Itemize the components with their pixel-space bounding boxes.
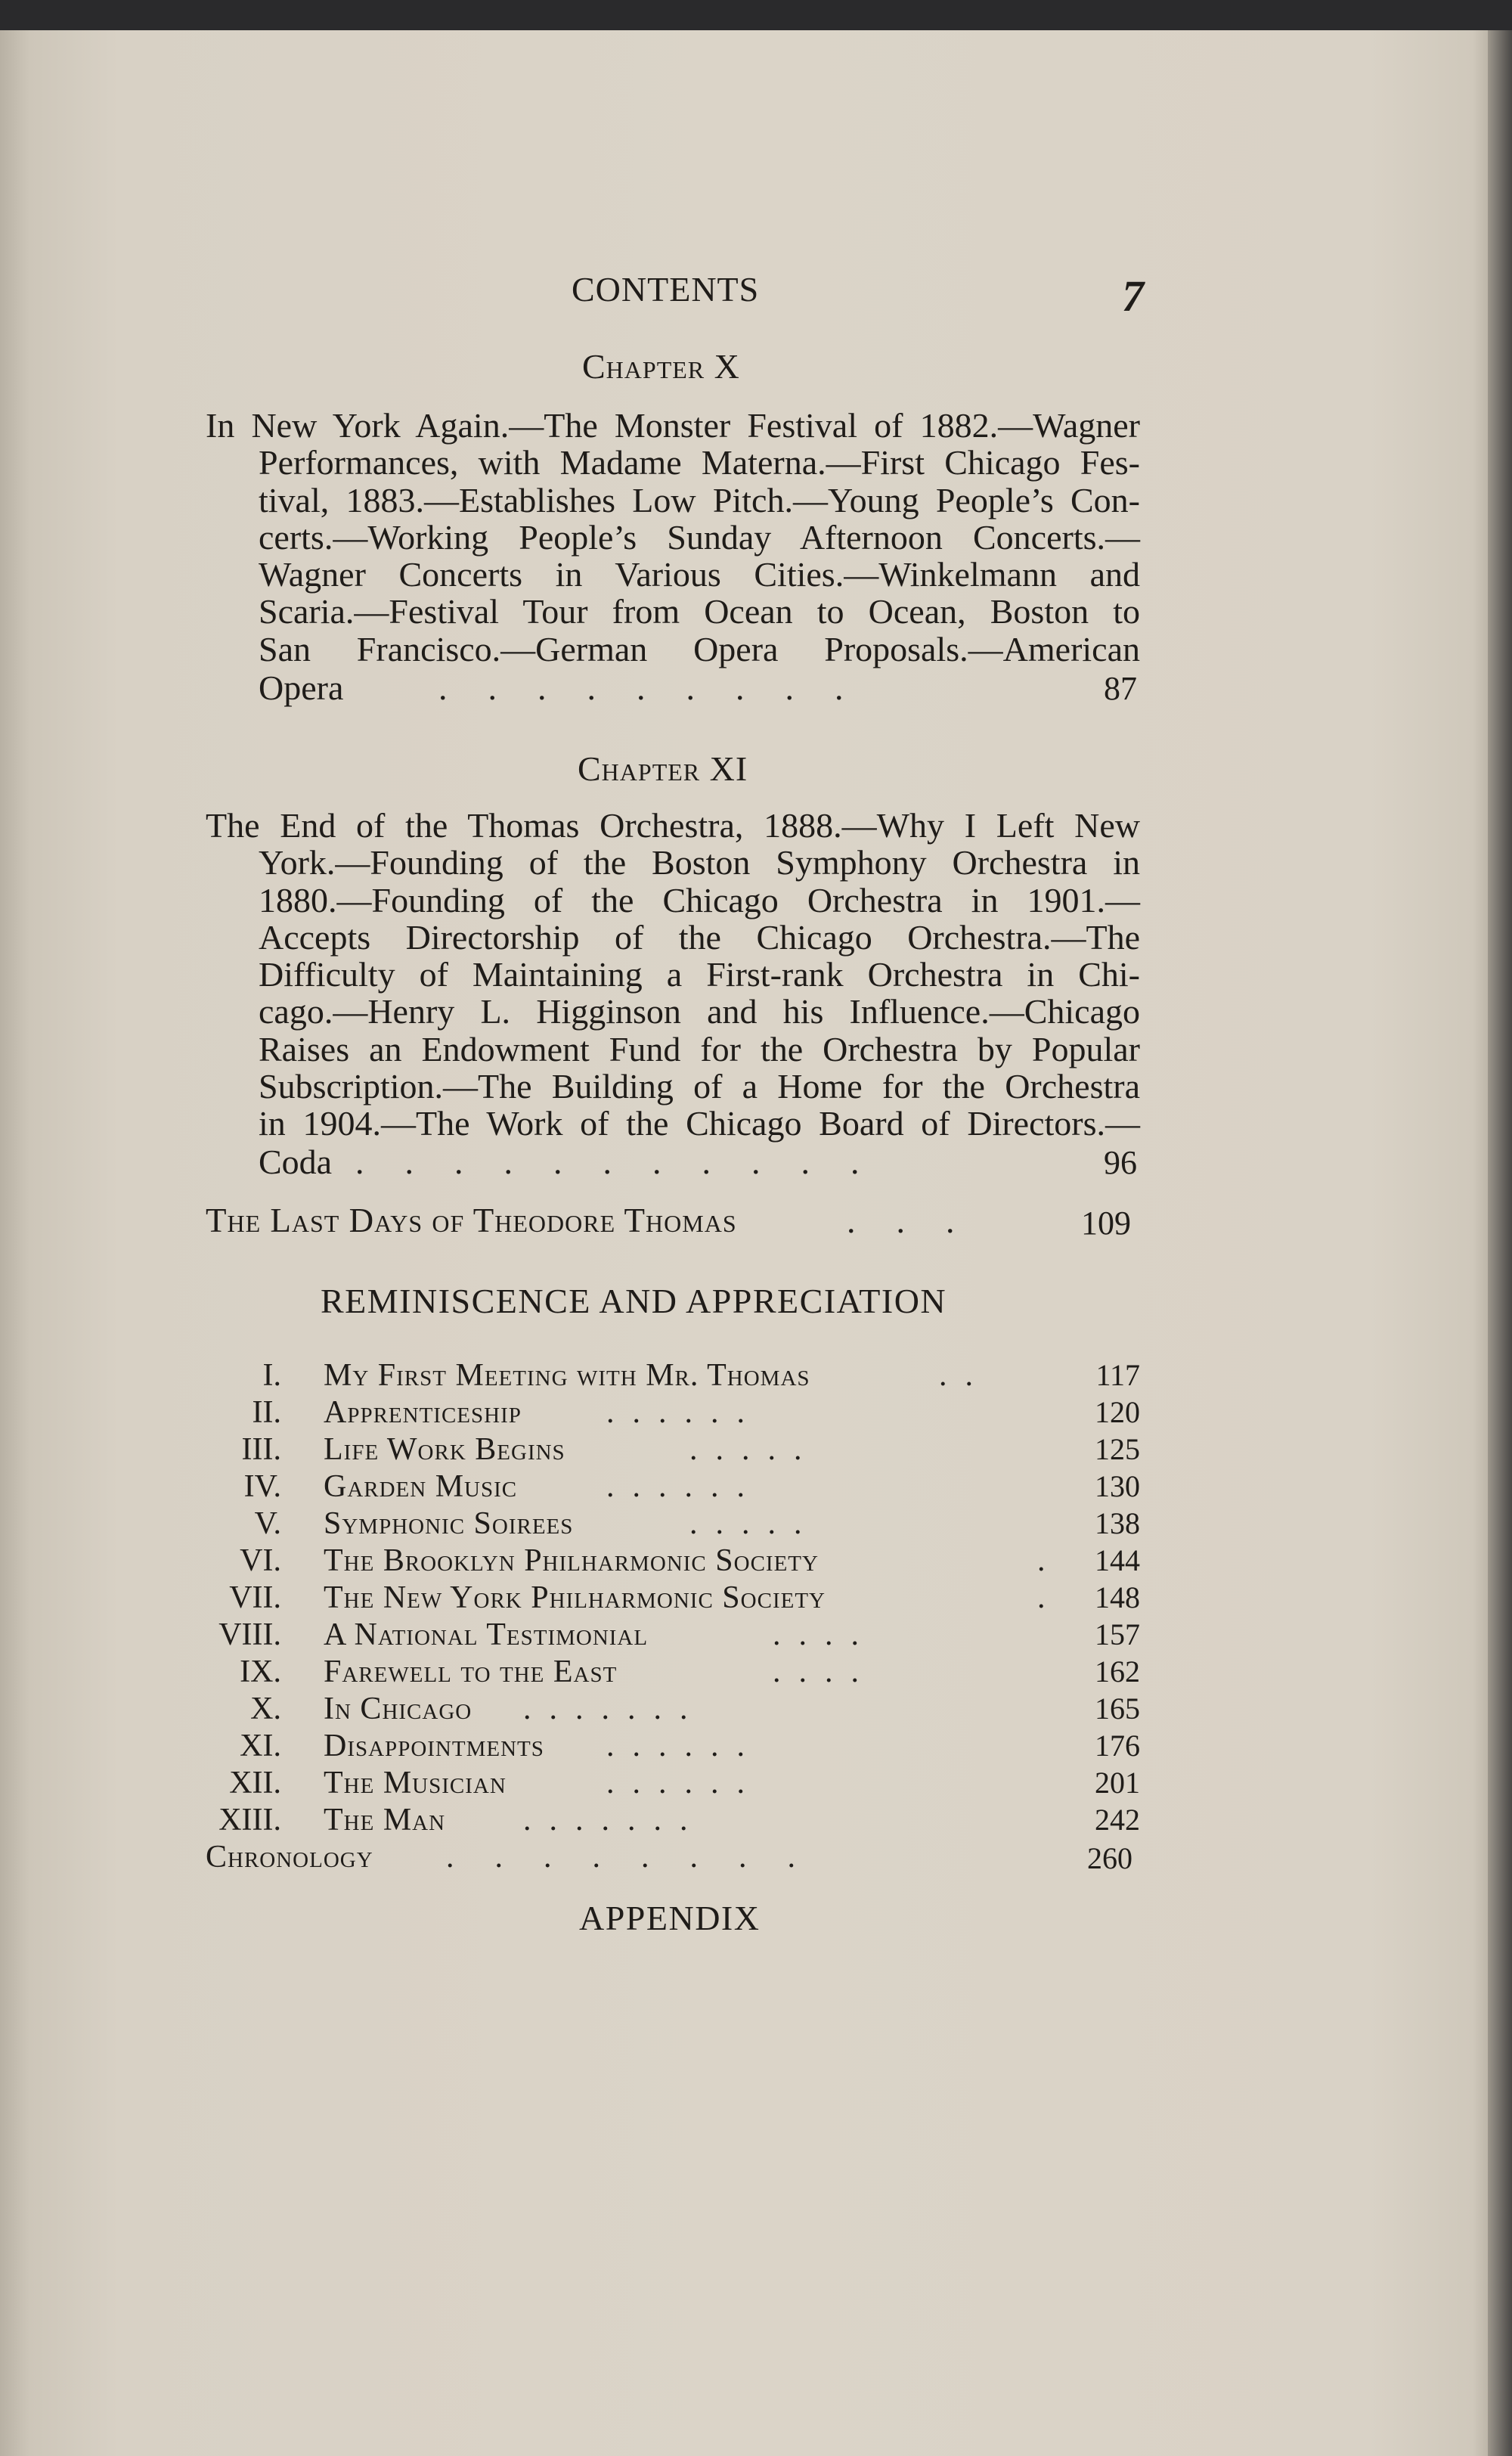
list-item bbox=[206, 1691, 1140, 1729]
list-item bbox=[206, 1468, 1140, 1506]
chapter-number: VIII. bbox=[218, 1617, 281, 1652]
summary-line: Performances, with Madame Materna.—First Chicago Fes- bbox=[259, 443, 1140, 482]
chapter-title: Farewell to the East bbox=[324, 1654, 618, 1689]
chapter-title: A National Testimonial bbox=[324, 1617, 649, 1652]
summary-line: In New York Again.—The Monster Festival of 1882.—Wagner bbox=[206, 406, 1140, 445]
chapter-page: 117 bbox=[1095, 1358, 1140, 1392]
chapter-title: The New York Philharmonic Society bbox=[324, 1580, 826, 1615]
chapter-title: Garden Music bbox=[324, 1469, 518, 1504]
summary-line: Raises an Endowment Fund for the Orchestra by Popular bbox=[259, 1029, 1140, 1068]
chapter-number: IX. bbox=[240, 1654, 281, 1689]
chapter-number: XII. bbox=[229, 1766, 281, 1800]
leader-dots: .... bbox=[773, 1617, 877, 1652]
running-header-title: CONTENTS bbox=[572, 270, 760, 309]
list-item bbox=[206, 1580, 1140, 1617]
chapter-title: The Man bbox=[324, 1803, 446, 1837]
summary-line: certs.—Working People’s Sunday Afternoon Concerts.— bbox=[259, 517, 1140, 557]
chapter-page: 176 bbox=[1095, 1729, 1140, 1763]
chapter-page: 201 bbox=[1095, 1766, 1140, 1800]
list-item bbox=[206, 1431, 1140, 1469]
leader-dots: ...... bbox=[606, 1469, 763, 1504]
summary-line: San Francisco.—German Opera Proposals.—American bbox=[259, 629, 1140, 668]
summary-line: Wagner Concerts in Various Cities.—Winkelmann and bbox=[259, 555, 1140, 594]
chapter-page: 138 bbox=[1095, 1506, 1140, 1540]
summary-line: Difficulty of Maintaining a First-rank Orchestra in Chi- bbox=[259, 955, 1140, 994]
list-item bbox=[206, 1765, 1140, 1803]
summary-line: Accepts Directorship of the Chicago Orchestra.—The bbox=[259, 917, 1140, 957]
leader-dots: ...... bbox=[606, 1766, 763, 1800]
chapter-number: III. bbox=[241, 1432, 281, 1467]
chapter-number: XIII. bbox=[218, 1803, 281, 1837]
chapter-title: My First Meeting with Mr. Thomas bbox=[324, 1358, 810, 1393]
chapter-title: Apprenticeship bbox=[324, 1395, 522, 1430]
summary-line: cago.—Henry L. Higginson and his Influence.—Chicago bbox=[259, 992, 1140, 1031]
chapter-title: In Chicago bbox=[324, 1692, 472, 1726]
summary-line: The End of the Thomas Orchestra, 1888.—Why I Left New bbox=[206, 806, 1140, 845]
appendix-heading: APPENDIX bbox=[579, 1899, 761, 1937]
chronology-title: Chronology bbox=[206, 1840, 373, 1875]
chapter-number: VI. bbox=[240, 1543, 281, 1578]
list-item bbox=[206, 1357, 1140, 1395]
chapter-title: The Brooklyn Philharmonic Society bbox=[324, 1543, 819, 1578]
leader-dots: ....... bbox=[523, 1803, 706, 1837]
chapter-page: 165 bbox=[1095, 1692, 1140, 1726]
chapter-page: 162 bbox=[1095, 1654, 1140, 1688]
chapter-number: V. bbox=[254, 1506, 281, 1541]
chapter-number: X. bbox=[250, 1692, 281, 1726]
summary-line: Scaria.—Festival Tour from Ocean to Ocean, Boston to bbox=[259, 592, 1140, 631]
leader-dots: .... bbox=[773, 1654, 877, 1689]
list-item bbox=[206, 1728, 1140, 1766]
list-item bbox=[206, 1617, 1140, 1654]
leader-dots: ........ bbox=[446, 1840, 836, 1875]
page-number: 7 bbox=[1122, 271, 1144, 321]
leader-dots: ...... bbox=[606, 1729, 763, 1763]
chapter-xi-summary bbox=[206, 807, 1140, 1143]
chapter-x-page: 87 bbox=[1104, 670, 1137, 707]
list-item bbox=[206, 1802, 1140, 1840]
chapter-page: 242 bbox=[1095, 1803, 1140, 1837]
chapter-number: I. bbox=[262, 1358, 281, 1393]
leader-dots: ... bbox=[847, 1202, 996, 1240]
leader-dots: ...... bbox=[606, 1395, 763, 1430]
chapter-number: XI. bbox=[240, 1729, 281, 1763]
reminiscence-heading: REMINISCENCE AND APPRECIATION bbox=[321, 1282, 947, 1320]
chapter-number: VII. bbox=[229, 1580, 281, 1615]
chapter-x-heading: Chapter X bbox=[582, 347, 740, 386]
chapter-page: 148 bbox=[1095, 1580, 1140, 1614]
page-edge bbox=[1488, 30, 1512, 2456]
leader-dots: ..... bbox=[689, 1432, 820, 1467]
list-item bbox=[206, 1394, 1140, 1432]
chapter-title: Disappointments bbox=[324, 1729, 544, 1763]
summary-line: Subscription.—The Building of a Home for the Orchestra bbox=[259, 1067, 1140, 1106]
chapter-title: Life Work Begins bbox=[324, 1432, 565, 1467]
list-item bbox=[206, 1506, 1140, 1543]
chapter-xi-last-line: Coda bbox=[259, 1143, 333, 1181]
summary-line: 1880.—Founding of the Chicago Orchestra in 1901.— bbox=[259, 880, 1140, 919]
last-days-title: The Last Days of Theodore Thomas bbox=[206, 1202, 737, 1239]
chronology-page: 260 bbox=[1087, 1841, 1132, 1875]
leader-dots: ....... bbox=[523, 1692, 706, 1726]
chapter-number: IV. bbox=[243, 1469, 281, 1504]
chapter-page: 130 bbox=[1095, 1469, 1140, 1503]
chapter-page: 157 bbox=[1095, 1617, 1140, 1651]
chapter-page: 120 bbox=[1095, 1395, 1140, 1429]
chapter-xi-heading: Chapter XI bbox=[578, 749, 748, 788]
book-page bbox=[0, 30, 1488, 2456]
list-item bbox=[206, 1654, 1140, 1692]
leader-dots: .. bbox=[939, 1358, 991, 1393]
summary-line: York.—Founding of the Boston Symphony Orchestra in bbox=[259, 843, 1140, 882]
chapter-title: The Musician bbox=[324, 1766, 507, 1800]
leader-dots: ..... bbox=[689, 1506, 820, 1541]
last-days-page: 109 bbox=[1081, 1205, 1131, 1242]
summary-line: in 1904.—The Work of the Chicago Board of Directors.— bbox=[259, 1104, 1140, 1143]
chapter-page: 144 bbox=[1095, 1543, 1140, 1577]
chapter-x-last-line: Opera bbox=[259, 668, 344, 707]
leader-dots: . bbox=[1037, 1543, 1064, 1578]
chapter-number: II. bbox=[252, 1395, 281, 1430]
leader-dots: . bbox=[1037, 1580, 1064, 1615]
chapter-x-summary bbox=[206, 407, 1140, 668]
chapter-xi-page: 96 bbox=[1104, 1144, 1137, 1181]
chapter-title: Symphonic Soirees bbox=[324, 1506, 574, 1541]
chapter-page: 125 bbox=[1095, 1432, 1140, 1466]
leader-dots: ......... bbox=[438, 668, 885, 707]
summary-line: tival, 1883.—Establishes Low Pitch.—Young People’s Con- bbox=[259, 480, 1140, 519]
list-item bbox=[206, 1543, 1140, 1580]
leader-dots: ........... bbox=[355, 1143, 900, 1181]
